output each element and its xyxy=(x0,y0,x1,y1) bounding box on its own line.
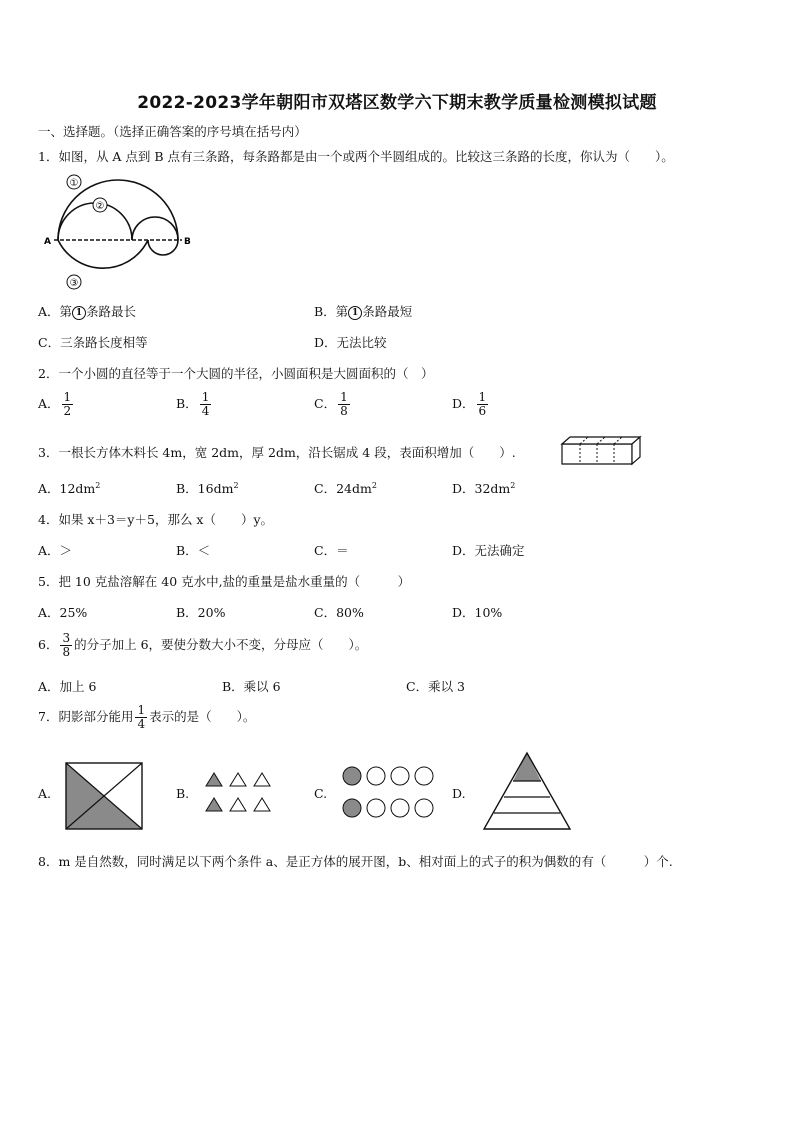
q6-option-b[interactable]: B．乘以 6 xyxy=(222,679,281,694)
question-1-figure xyxy=(38,170,198,295)
question-4-text: 4．如果 x＋3＝y＋5，那么 x（ ）y。 xyxy=(38,512,274,527)
question-5-text: 5．把 10 克盐溶解在 40 克水中,盐的重量是盐水重量的（ ） xyxy=(38,574,411,589)
path-1-label: ① xyxy=(69,178,79,189)
q3-option-b[interactable]: B．$16dm^2$ xyxy=(176,480,239,496)
q6-option-c[interactable]: C．乘以 3 xyxy=(406,679,465,694)
q1-option-a[interactable]: A．第 1 条路最长 xyxy=(38,304,137,319)
q5-option-c[interactable]: C．80% xyxy=(314,605,364,620)
question-6-text: 6． $\frac{3}{8}$ 的分子加上 6，要使分数大小不变，分母应（ ）。 xyxy=(38,631,368,659)
question-7-text: 7．阴影部分能用 $\frac{1}{4}$ 表示的是（ ）。 xyxy=(38,703,256,731)
question-1-text: 1．如图，从 A 点到 B 点有三条路，每条路都是由一个或两个半圆组成的。比较这三条路的长度，你认为（ ）。 xyxy=(38,149,674,164)
circled-number: 1 xyxy=(72,306,86,320)
q4-option-c[interactable]: C．＝ xyxy=(314,543,349,558)
question-2-text: 2．一个小圆的直径等于一个大圆的半径，小圆面积是大圆面积的（ ） xyxy=(38,366,434,381)
q3-option-a[interactable]: A．$12dm^2$ xyxy=(38,480,101,496)
question-3-text: 3．一根长方体木料长 4m，宽 2dm，厚 2dm，沿长锯成 4 段，表面积增加（ ）. xyxy=(38,445,516,460)
section-heading: 一、选择题。（选择正确答案的序号填在括号内） xyxy=(38,124,307,139)
page-title: 2022-2023学年朝阳市双塔区数学六下期末教学质量检测模拟试题 xyxy=(137,93,657,113)
q6-option-a[interactable]: A．加上 6 xyxy=(38,679,97,694)
circled-number: 1 xyxy=(348,306,362,320)
path-2-label: ② xyxy=(95,201,105,212)
q2-option-d[interactable]: D． $\frac{1}{6}$ xyxy=(452,390,487,418)
q3-option-c[interactable]: C．$24dm^2$ xyxy=(314,480,377,496)
q1-option-d[interactable]: D．无法比较 xyxy=(314,335,387,350)
q1-option-c[interactable]: C．三条路长度相等 xyxy=(38,335,148,350)
question-8-text: 8．m 是自然数，同时满足以下两个条件 a、是正方体的展开图，b、相对面上的式子的积为偶数的有（ ）个. xyxy=(38,854,673,869)
q7-option-d-label[interactable]: D. xyxy=(452,786,466,801)
q7-option-b-triangles[interactable] xyxy=(205,771,271,815)
point-a-label: A xyxy=(44,237,51,247)
q7-option-c-label[interactable]: C. xyxy=(314,786,328,801)
fraction-three-eighths: $\frac{3}{8}$ xyxy=(62,631,71,659)
q2-option-b[interactable]: B． $\frac{1}{4}$ xyxy=(176,390,210,418)
q7-option-d-triangle[interactable] xyxy=(482,751,572,831)
q7-option-c-circles[interactable] xyxy=(342,766,438,820)
q5-option-d[interactable]: D．10% xyxy=(452,605,503,620)
fraction-one-quarter: $\frac{1}{4}$ xyxy=(137,703,146,731)
q2-option-a[interactable]: A． $\frac{1}{2}$ xyxy=(38,390,72,418)
path-3-label: ③ xyxy=(69,278,79,289)
q5-option-a[interactable]: A．25% xyxy=(38,605,88,620)
point-b-label: B xyxy=(184,237,191,247)
q2-option-c[interactable]: C． $\frac{1}{8}$ xyxy=(314,390,348,418)
q4-option-a[interactable]: A．＞ xyxy=(38,543,73,558)
q5-option-b[interactable]: B．20% xyxy=(176,605,226,620)
q7-option-a-label[interactable]: A. xyxy=(38,786,52,801)
q4-option-d[interactable]: D．无法确定 xyxy=(452,543,525,558)
q4-option-b[interactable]: B．＜ xyxy=(176,543,211,558)
q3-option-d[interactable]: D．$32dm^2$ xyxy=(452,480,516,496)
q7-option-a-square[interactable] xyxy=(66,763,142,829)
q7-option-b-label[interactable]: B. xyxy=(176,786,190,801)
wood-block-figure xyxy=(560,436,644,466)
q1-option-b[interactable]: B．第 1 条路最短 xyxy=(314,304,413,319)
